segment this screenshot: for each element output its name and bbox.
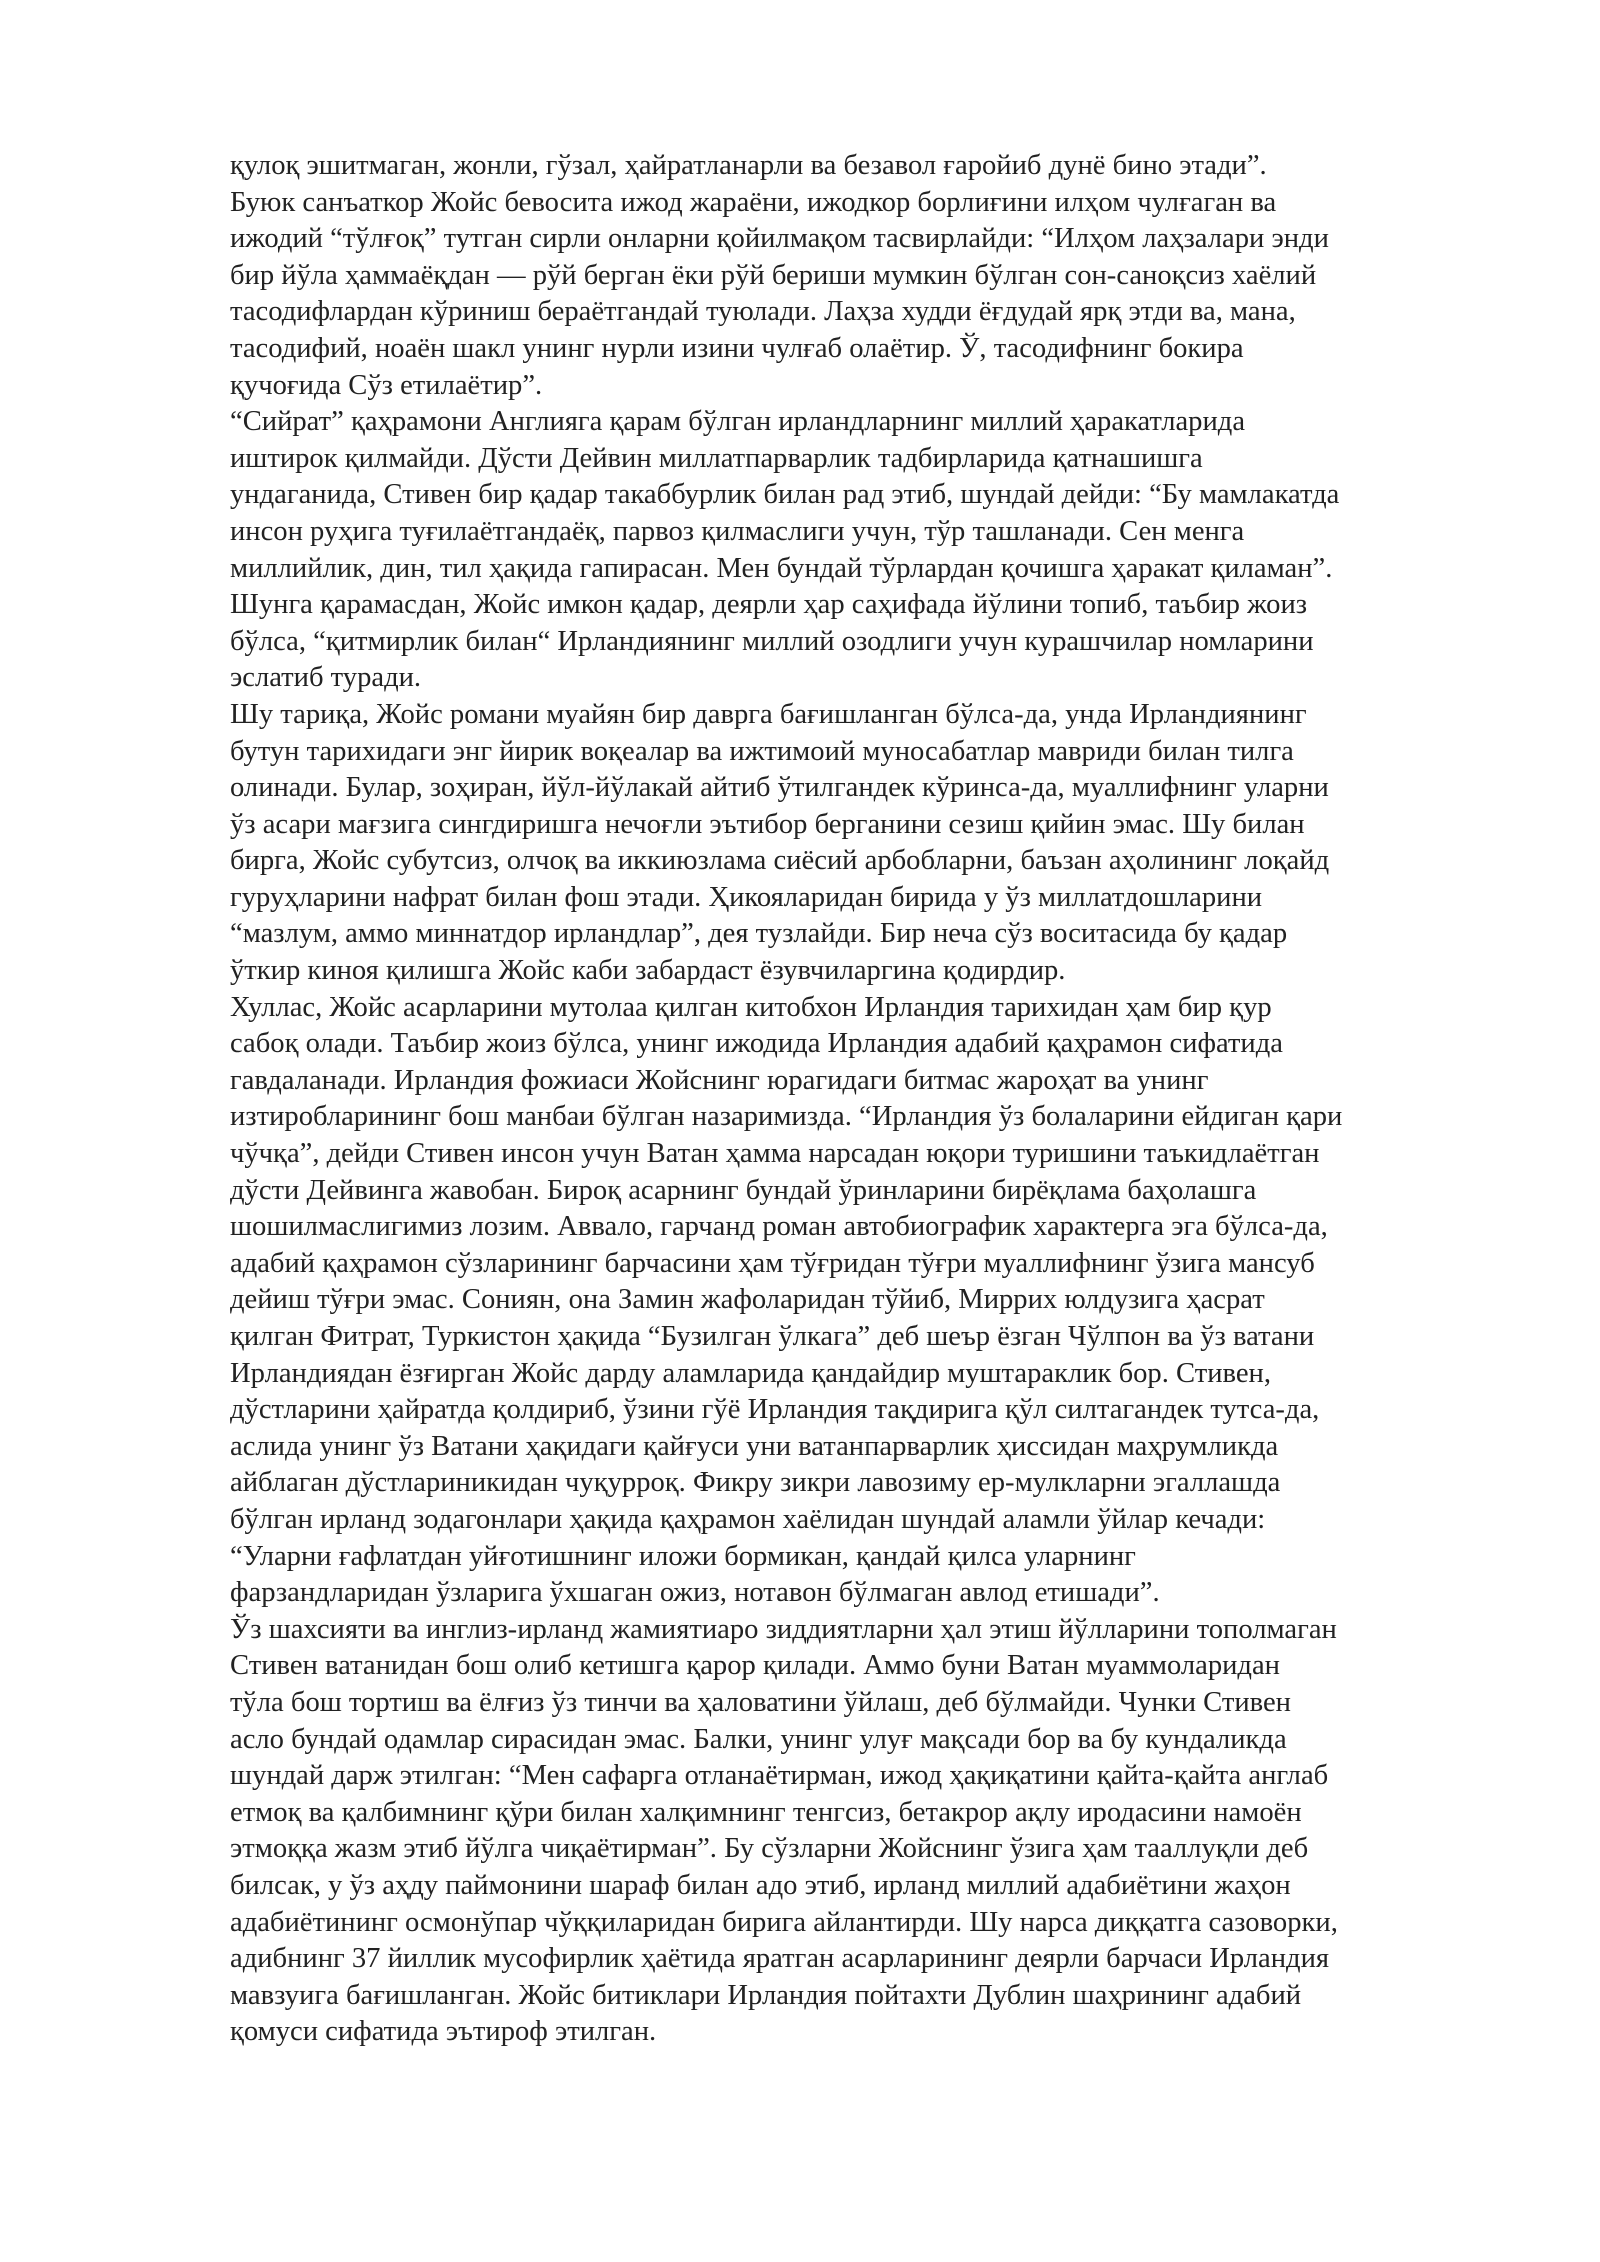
- text-line: қомуси сифатида эътироф этилган.: [230, 2016, 657, 2048]
- text-line: ундаганида, Стивен бир қадар такаббурлик билан рад этиб, шундай дейди: “Бу мамлакатда: [230, 479, 1340, 511]
- text-line: дўстларини ҳайратда қолдириб, ўзини гўё Ирландия тақдирига қўл силтагандек тутса-да,: [230, 1394, 1320, 1426]
- text-line: ўткир киноя қилишга Жойс каби забардаст ёзувчиларгина қодирдир.: [230, 955, 1066, 987]
- text-line: адабий қаҳрамон сўзларининг барчасини ҳам тўғридан тўғри муаллифнинг ўзига мансуб: [230, 1247, 1315, 1279]
- text-line: ижодий “тўлғоқ” тутган сирли онларни қойилмақом тасвирлайди: “Илҳом лаҳзалари энди: [230, 223, 1329, 255]
- text-line: эслатиб туради.: [230, 662, 422, 694]
- text-line: етмоқ ва қалбимнинг қўри билан халқимнинг тенгсиз, бетакрор ақлу иродасини намоён: [230, 1796, 1302, 1828]
- text-line: бир йўла ҳаммаёқдан — рўй берган ёки рўй бериши мумкин бўлган сон-саноқсиз хаёлий: [230, 259, 1317, 291]
- text-line: қулоқ эшитмаган, жонли, гўзал, ҳайратланарли ва безавол ғаройиб дунё бино этади”.: [230, 150, 1267, 181]
- text-line: шошилмаслигимиз лозим. Аввало, гарчанд роман автобиографик характерга эга бўлса-да,: [230, 1211, 1328, 1243]
- text-line: Стивен ватанидан бош олиб кетишга қарор қилади. Аммо буни Ватан муаммоларидан: [230, 1650, 1280, 1682]
- text-line: адибнинг 37 йиллик мусофирлик ҳаётида яратган асарларининг деярли барчаси Ирландия: [230, 1943, 1330, 1975]
- text-line: шундай дарж этилган: “Мен сафарга отланаётирман, ижод ҳақиқатини қайта-қайта англаб: [230, 1760, 1329, 1792]
- text-line: асло бундай одамлар сирасидан эмас. Балки, унинг улуғ мақсади бор ва бу кундаликда: [230, 1723, 1287, 1755]
- text-line: бўлса, “қитмирлик билан“ Ирландиянинг миллий озодлиги учун курашчилар номларини: [230, 625, 1314, 657]
- text-line: сабоқ олади. Таъбир жоиз бўлса, унинг ижодида Ирландия адабий қаҳрамон сифатида: [230, 1028, 1283, 1060]
- text-line: тасодифлардан кўриниш бераётгандай туюлади. Лаҳза худди ёғдудай ярқ этди ва, мана,: [230, 296, 1296, 328]
- text-line: дўсти Дейвинга жавобан. Бироқ асарнинг бундай ўринларини бирёқлама баҳолашга: [230, 1174, 1257, 1206]
- text-line: олинади. Булар, зоҳиран, йўл-йўлакай айтиб ўтилгандек кўринса-да, муаллифнинг уларни: [230, 772, 1329, 804]
- text-line: этмоққа жазм этиб йўлга чиқаётирман”. Бу сўзларни Жойснинг ўзига ҳам тааллуқли деб: [230, 1833, 1309, 1865]
- text-line: тўла бош тортиш ва ёлғиз ўз тинчи ва ҳаловатини ўйлаш, деб бўлмайди. Чунки Стивен: [230, 1686, 1291, 1718]
- text-line: билсак, у ўз аҳду паймонини шараф билан адо этиб, ирланд миллий адабиётини жаҳон: [230, 1869, 1291, 1901]
- text-line: адабиётининг осмонўпар чўққиларидан бирига айлантирди. Шу нарса диққатга сазоворки,: [230, 1906, 1338, 1938]
- text-line: Шу тариқа, Жойс романи муайян бир даврга бағишланган бўлса-да, унда Ирландиянинг: [230, 698, 1307, 730]
- text-line: қучоғида Сўз етилаётир”.: [230, 369, 543, 401]
- text-line: тасодифий, ноаён шакл унинг нурли изини чулғаб олаётир. Ў, тасодифнинг бокира: [230, 332, 1244, 364]
- text-line: Буюк санъаткор Жойс бевосита ижод жараёни, ижодкор борлиғини илҳом чулғаган ва: [230, 186, 1277, 218]
- text-line: гуруҳларини нафрат билан фош этади. Ҳикояларидан бирида у ўз миллатдошларини: [230, 881, 1263, 913]
- text-line: иштирок қилмайди. Дўсти Дейвин миллатпарварлик тадбирларида қатнашишга: [230, 442, 1203, 474]
- text-line: бирга, Жойс субутсиз, олчоқ ва иккиюзлама сиёсий арбобларни, баъзан аҳолининг лоқайд: [230, 845, 1330, 877]
- text-line: аслида унинг ўз Ватани ҳақидаги қайғуси уни ватанпарварлик ҳиссидан маҳрумликда: [230, 1430, 1279, 1462]
- text-line: Ирландиядан ёзғирган Жойс дарду аламларида қандайдир муштараклик бор. Стивен,: [230, 1357, 1271, 1389]
- document-page: [230, 148, 1530, 2051]
- text-line: “Сийрат” қаҳрамони Англияга қарам бўлган ирландларнинг миллий ҳаракатларида: [230, 406, 1246, 438]
- text-line: инсон руҳига туғилаётгандаёқ, парвоз қилмаслиги учун, тўр ташланади. Сен менга: [230, 515, 1245, 547]
- text-line: бутун тарихидаги энг йирик воқеалар ва ижтимоий муносабатлар мавриди билан тилга: [230, 735, 1294, 767]
- text-line: айблаган дўстлариникидан чуқурроқ. Фикру зикри лавозиму ер-мулкларни эгаллашда: [230, 1467, 1281, 1499]
- text-line: изтиробларининг бош манбаи бўлган назаримизда. “Ирландия ўз болаларини ейдиган қари: [230, 1101, 1343, 1133]
- text-line: бўлган ирланд зодагонлари ҳақида қаҳрамон хаёлидан шундай аламли ўйлар кечади:: [230, 1503, 1266, 1535]
- text-line: “мазлум, аммо миннатдор ирландлар”, дея тузлайди. Бир неча сўз воситасида бу қадар: [230, 918, 1288, 950]
- text-line: “Уларни ғафлатдан уйғотишнинг иложи бормикан, қандай қилса уларнинг: [230, 1540, 1136, 1572]
- text-line: ўз асари мағзига сингдиришга нечоғли эътибор берганини сезиш қийин эмас. Шу билан: [230, 808, 1305, 840]
- text-line: Ўз шахсияти ва инглиз-ирланд жамиятиаро зиддиятларни ҳал этиш йўлларини тополмаган: [230, 1613, 1337, 1645]
- text-line: чўчқа”, дейди Стивен инсон учун Ватан ҳамма нарсадан юқори туришини таъкидлаётган: [230, 1138, 1320, 1170]
- text-line: миллийлик, дин, тил ҳақида гапирасан. Мен бундай тўрлардан қочишга ҳаракат қиламан”.: [230, 552, 1333, 584]
- text-line: Хуллас, Жойс асарларини мутолаа қилган китобхон Ирландия тарихидан ҳам бир қур: [230, 991, 1272, 1023]
- text-line: Шунга қарамасдан, Жойс имкон қадар, деярли ҳар саҳифада йўлини топиб, таъбир жоиз: [230, 589, 1308, 621]
- text-line: фарзандларидан ўзларига ўхшаган ожиз, нотавон бўлмаган авлод етишади”.: [230, 1577, 1160, 1609]
- text-line: қилган Фитрат, Туркистон ҳақида “Бузилган ўлкага” деб шеър ёзган Чўлпон ва ўз ватани: [230, 1321, 1315, 1352]
- text-line: гавдаланади. Ирландия фожиаси Жойснинг юрагидаги битмас жароҳат ва унинг: [230, 1064, 1209, 1096]
- text-line: мавзуига бағишланган. Жойс битиклари Ирландия пойтахти Дублин шаҳрининг адабий: [230, 1979, 1302, 2011]
- text-line: дейиш тўғри эмас. Сониян, она Замин жафоларидан тўйиб, Миррих юлдузига ҳасрат: [230, 1284, 1265, 1316]
